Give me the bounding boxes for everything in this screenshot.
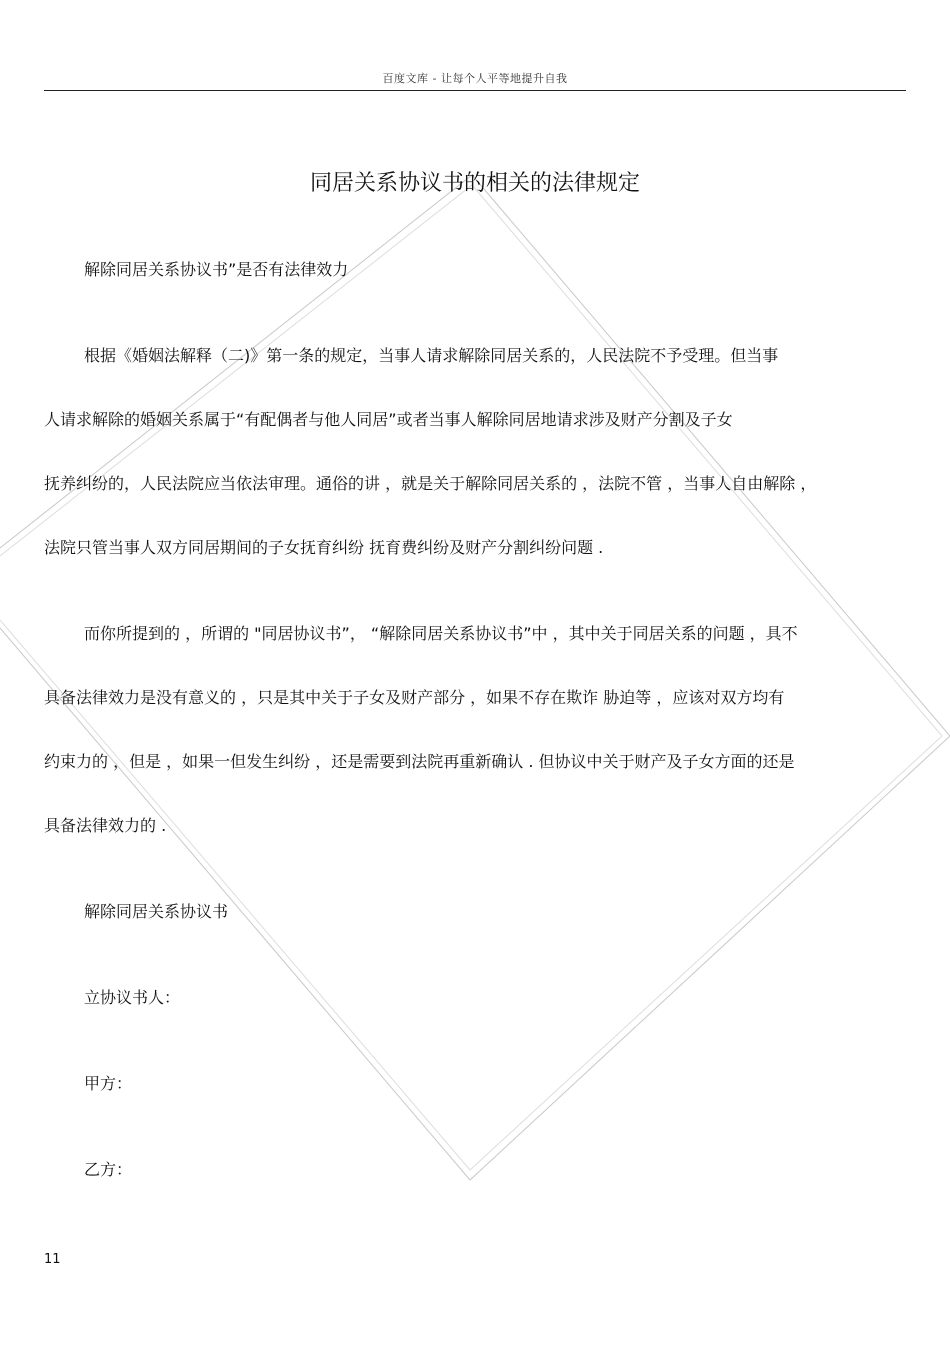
party-a-label: 甲方： <box>84 1074 133 1093</box>
paragraph-1-line-2: 人请求解除的婚姻关系属于“有配偶者与他人同居”或者当事人解除同居地请求涉及财产分割及子女 <box>44 410 733 429</box>
agreement-title: 解除同居关系协议书 <box>84 902 229 921</box>
page-number: 11 <box>44 1252 61 1267</box>
page-header: 百度文库 - 让每个人平等地提升自我 <box>382 72 568 85</box>
paragraph-1-line-3: 抚养纠纷的，人民法院应当依法审理。通俗的讲 ，就是关于解除同居关系的 ，法院不管 ，当事人自由解除 ， <box>44 474 817 493</box>
paragraph-2-line-2: 具备法律效力是没有意义的 ，只是其中关于子女及财产部分 ，如果不存在欺诈 胁迫等 ，应该对双方均有 <box>44 688 785 707</box>
party-b-label: 乙方： <box>84 1160 133 1179</box>
paragraph-1-line-4: 法院只管当事人双方同居期间的子女抚育纠纷 抚育费纠纷及财产分割纠纷问题 . <box>44 538 604 557</box>
question-heading: 解除同居关系协议书”是否有法律效力 <box>84 260 349 279</box>
paragraph-2-line-1: 而你所提到的 ，所谓的 "同居协议书”， “解除同居关系协议书”中 ，其中关于同居关系的问题 ，具不 <box>84 624 798 643</box>
parties-label: 立协议书人： <box>84 988 181 1007</box>
header-divider <box>44 90 906 91</box>
paragraph-2-line-3: 约束力的 ，但是 ，如果一但发生纠纷 ，还是需要到法院再重新确认 . 但协议中关于财产及子女方面的还是 <box>44 752 795 771</box>
document-title: 同居关系协议书的相关的法律规定 <box>309 171 640 196</box>
paragraph-1-line-1: 根据《婚姻法解释（二)》第一条的规定，当事人请求解除同居关系的，人民法院不予受理。但当事 <box>84 346 779 365</box>
paragraph-2-line-4: 具备法律效力的 . <box>44 816 167 835</box>
